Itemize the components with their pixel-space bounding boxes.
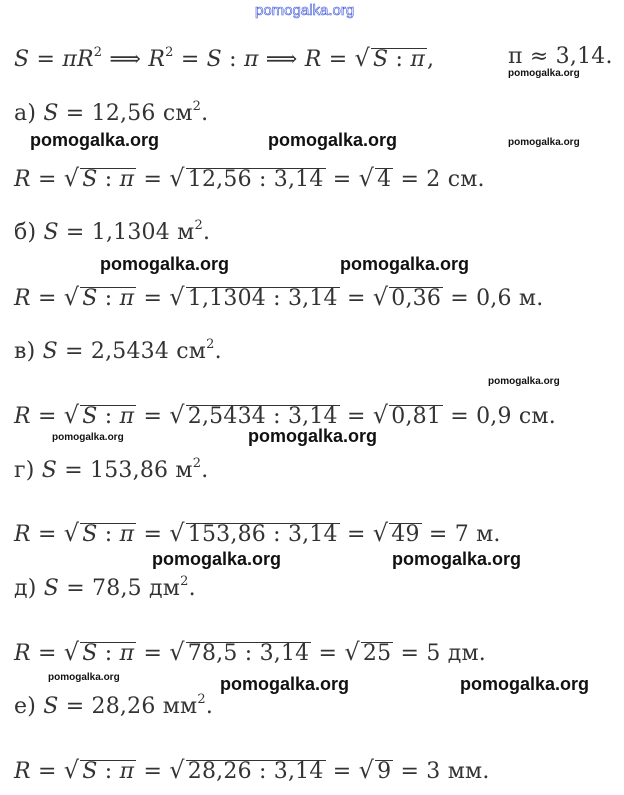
solution-line: R = √ S : π = √ 12,56 : 3,14 = √ 4 = 2 см. — [14, 164, 485, 192]
solution-line: R = √ S : π = √ 1,1304 : 3,14 = √ 0,36 = 0,6 м. — [14, 283, 544, 311]
area-unit: дм — [149, 576, 181, 601]
solution-line: R = √ S : π = √ 78,5 : 3,14 = √ 25 = 5 дм. — [14, 638, 486, 666]
radicand-simplified: 25 — [362, 641, 392, 666]
problem-label: а) — [14, 101, 37, 126]
solution-line: R = √ S : π = √ 2,5434 : 3,14 = √ 0,81 = 0,9 см. — [14, 401, 556, 429]
watermark-top: pomogalka.org — [255, 2, 355, 19]
result: = 0,9 см. — [450, 404, 556, 429]
area-unit: см — [176, 339, 207, 364]
watermark: pomogalka.org — [248, 426, 378, 446]
problem-statement: е) S = 28,26 $мм^2$. — [14, 692, 214, 719]
problem-label: е) — [14, 694, 37, 719]
radicand-symbolic: S : π — [82, 522, 135, 547]
area-unit: мм — [162, 694, 198, 719]
problem-label: г) — [14, 458, 35, 483]
radicand-simplified: 0,36 — [391, 286, 442, 311]
radicand-numeric: 2,5434 : 3,14 — [187, 404, 338, 429]
watermark: pomogalka.org — [392, 549, 522, 569]
header-formula-line: $S = \pi R^2$ ⟹ $R^2 = S$ : π ⟹ R = √ S : π, — [14, 44, 435, 72]
radicand-simplified: 49 — [391, 522, 420, 547]
problem-statement: д) S = 78,5 $дм^2$. — [14, 574, 196, 601]
area-unit: м — [175, 458, 193, 483]
watermark: pomogalka.org — [100, 254, 230, 274]
result: = 2 см. — [400, 167, 485, 192]
watermark: pomogalka.org — [460, 674, 590, 694]
result: = 5 дм. — [400, 641, 486, 666]
radicand-symbolic: S : π — [82, 404, 135, 429]
area-value: 12,56 — [91, 101, 156, 126]
solution-line: R = √ S : π = √ 28,26 : 3,14 = √ 9 = 3 мм. — [14, 756, 490, 784]
watermark: pomogalka.org — [508, 137, 580, 148]
watermark: pomogalka.org — [152, 549, 282, 569]
watermark: pomogalka.org — [340, 254, 470, 274]
area-value: 2,5434 — [90, 339, 170, 364]
result: = 3 мм. — [400, 759, 490, 784]
area-unit: м — [177, 220, 195, 245]
radicand-symbolic: S : π — [82, 641, 135, 666]
result: = 7 м. — [428, 522, 501, 547]
radicand-numeric: 153,86 : 3,14 — [187, 522, 338, 547]
problem-label: д) — [14, 576, 37, 601]
area-value: 78,5 — [92, 576, 142, 601]
watermark: pomogalka.org — [220, 674, 350, 694]
area-value: 1,1304 — [91, 220, 170, 245]
radicand-symbolic: S : π — [82, 759, 135, 784]
problem-label: в) — [14, 339, 36, 364]
watermark: pomogalka.org — [30, 130, 160, 150]
pi-approx: π ≈ 3,14. — [508, 44, 613, 69]
watermark: pomogalka.org — [508, 68, 580, 79]
area-value: 28,26 — [91, 694, 156, 719]
radicand-simplified: 0,81 — [391, 404, 442, 429]
problem-statement: в) S = 2,5434 $см^2$. — [14, 337, 222, 364]
radicand-simplified: 9 — [377, 759, 392, 784]
problem-statement: а) S = 12,56 $см^2$. — [14, 99, 209, 126]
result: = 0,6 м. — [450, 286, 544, 311]
radicand-numeric: 12,56 : 3,14 — [187, 167, 324, 192]
watermark: pomogalka.org — [268, 130, 398, 150]
radicand-numeric: 78,5 : 3,14 — [187, 641, 310, 666]
radicand-simplified: 4 — [377, 167, 392, 192]
problem-label: б) — [14, 220, 37, 245]
problem-statement: б) S = 1,1304 $м^2$. — [14, 218, 211, 245]
radicand-numeric: 1,1304 : 3,14 — [187, 286, 338, 311]
radicand-symbolic: S : π — [82, 167, 135, 192]
radicand-symbolic: S : π — [82, 286, 135, 311]
area-value: 153,86 — [90, 458, 169, 483]
solution-line: R = √ S : π = √ 153,86 : 3,14 = √ 49 = 7 м. — [14, 519, 501, 547]
radicand-numeric: 28,26 : 3,14 — [187, 759, 324, 784]
watermark: pomogalka.org — [52, 432, 124, 443]
problem-statement: г) S = 153,86 $м^2$. — [14, 456, 209, 483]
watermark: pomogalka.org — [488, 376, 560, 387]
area-unit: см — [162, 101, 193, 126]
watermark: pomogalka.org — [48, 672, 120, 683]
